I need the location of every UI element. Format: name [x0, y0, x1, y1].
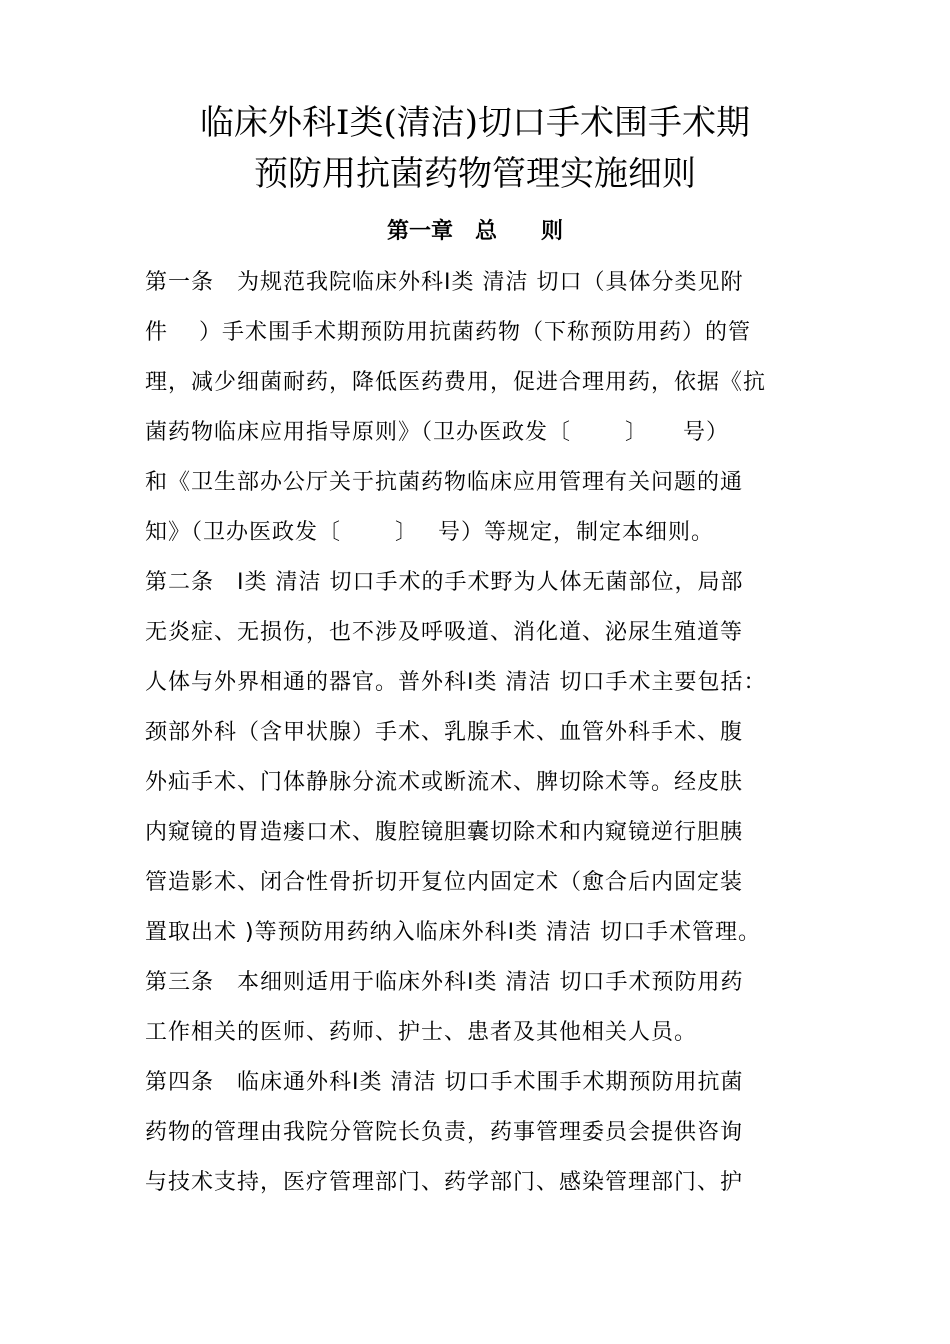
body-line: 药物的管理由我院分管院长负责，药事管理委员会提供咨询: [145, 1120, 744, 1145]
body-line: 颈部外科（含甲状腺）手术、乳腺手术、血管外科手术、腹: [145, 720, 744, 745]
body-line: 人体与外界相通的器官。普外科I类 清洁 切口手术主要包括：: [145, 670, 767, 695]
body-line: 和《卫生部办公厅关于抗菌药物临床应用管理有关问题的通: [145, 470, 744, 495]
body-line: 外疝手术、门体静脉分流术或断流术、脾切除术等。经皮肤: [145, 770, 744, 795]
body-line: 内窥镜的胃造瘘口术、腹腔镜胆囊切除术和内窥镜逆行胆胰: [145, 820, 744, 845]
body-line: 件 ）手术围手术期预防用抗菌药物（下称预防用药）的管: [145, 320, 751, 345]
body-line: 菌药物临床应用指导原则》（卫办医政发〔 〕 号）: [145, 420, 729, 445]
body-line: 无炎症、无损伤，也不涉及呼吸道、消化道、泌尿生殖道等: [145, 620, 744, 645]
body-line: 置取出术 )等预防用药纳入临床外科I类 清洁 切口手术管理。: [145, 920, 762, 945]
document-title-line-1: 临床外科Ⅰ类(清洁)切口手术围手术期: [200, 103, 750, 143]
document-title-line-2: 预防用抗菌药物管理实施细则: [254, 154, 696, 194]
body-line: 理，减少细菌耐药，降低医药费用，促进合理用药，依据《抗: [145, 370, 767, 395]
body-line: 与技术支持，医疗管理部门、药学部门、感染管理部门、护: [145, 1170, 744, 1195]
body-line: 第一条 为规范我院临床外科I类 清洁 切口（具体分类见附: [145, 270, 744, 295]
body-line: 知》（卫办医政发〔 〕 号）等规定，制定本细则。: [145, 520, 714, 545]
chapter-heading: 第一章 总 则: [386, 219, 563, 244]
body-line: 管造影术、闭合性骨折切开复位内固定术（愈合后内固定装: [145, 870, 744, 895]
body-line: 第三条 本细则适用于临床外科I类 清洁 切口手术预防用药: [145, 970, 744, 995]
body-line: 工作相关的医师、药师、护士、患者及其他相关人员。: [145, 1020, 698, 1045]
body-line: 第二条 I类 清洁 切口手术的手术野为人体无菌部位，局部: [145, 570, 744, 595]
body-line: 第四条 临床通外科I类 清洁 切口手术围手术期预防用抗菌: [145, 1070, 744, 1095]
